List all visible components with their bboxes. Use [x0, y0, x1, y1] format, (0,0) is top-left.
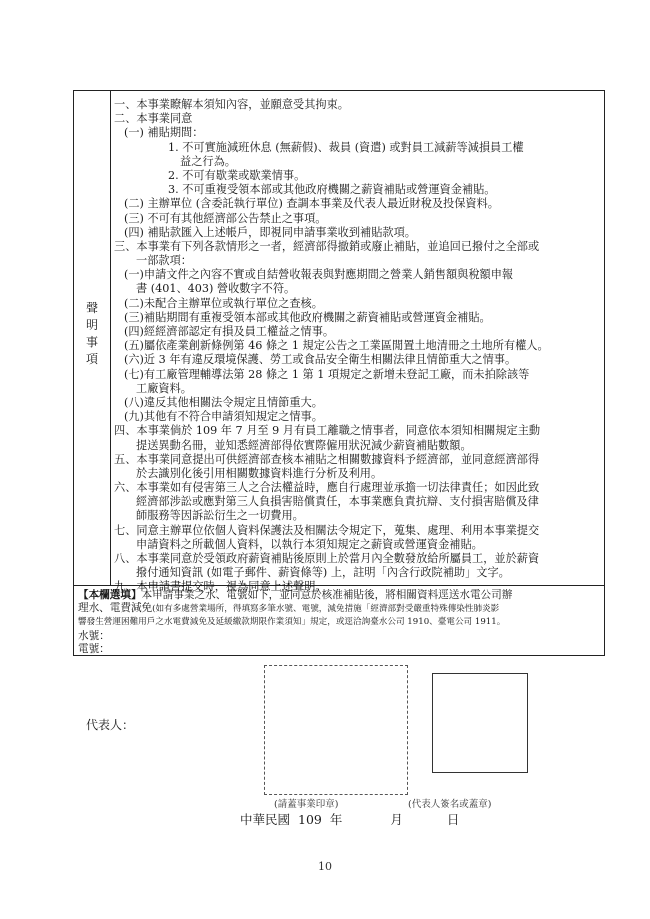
declaration-line: (五)屬依產業創新條例第 46 條之 1 規定公告之工業區閒置土地清冊之土地所有權人。: [124, 339, 549, 353]
declaration-line: 四、本事業倘於 109 年 7 月至 9 月有員工離職之情事者，同意依本須知相關規定主動: [114, 424, 541, 438]
company-seal-box: [264, 665, 408, 795]
declaration-line: 提送異動名冊，並知悉經濟部得依實際僱用狀況減少薪資補貼數額。: [136, 438, 472, 452]
water-label: 水號：: [78, 629, 110, 642]
note-line1-text: 本申請事業之水、電號如下，並同意於核准補貼後，將相關資料逕送水電公司辦: [141, 589, 513, 601]
declaration-line: 申請資料之所載個人資料，以執行本須知規定之薪資或營運資金補貼。: [136, 537, 483, 551]
declaration-line: 工廠資料。: [136, 381, 192, 395]
date-year: 109: [298, 812, 322, 827]
declaration-line: (一) 補貼期間：: [124, 126, 204, 140]
date-day-unit: 日: [446, 812, 460, 827]
company-seal-caption: (請蓋事業印章): [274, 799, 339, 810]
declaration-line: 七、同意主辦單位依個人資料保護法及相關法令規定下，蒐集、處理、利用本事業提交: [114, 523, 540, 537]
declaration-line: 九、本申請書提交時，視為同意上述聲明。: [114, 580, 327, 594]
declaration-line: (四) 補貼款匯入上述帳戶，即視同申請事業收到補貼款項。: [124, 225, 416, 239]
declaration-line: 二、本事業同意: [114, 112, 193, 126]
declaration-line: 益之行為。: [180, 154, 236, 168]
declaration-line: 2. 不可有歇業或歇業情事。: [168, 168, 306, 182]
date-month-unit: 月: [390, 812, 403, 827]
declaration-line: 書 (401、403) 營收數字不符。: [136, 282, 296, 296]
declaration-line: 一部款項：: [136, 254, 192, 268]
declaration-line: 一、本事業瞭解本須知內容，並願意受其拘束。: [114, 98, 349, 111]
optional-utility-box: [73, 586, 605, 656]
note-line2-small: (如有多處營業場所，得填寫多筆水號、電號，減免措施「經濟部對受嚴重特殊傳染性肺炎影: [152, 604, 500, 615]
declaration-line: 六、本事業如有侵害第三人之合法權益時，應自行處理並承擔一切法律責任；如因此致: [114, 481, 540, 495]
note-line-1: [78, 589, 600, 602]
note-line2-main: 理水、電費減免: [78, 602, 153, 615]
date-era: 中華民國: [240, 812, 291, 827]
electric-number-field[interactable]: [78, 643, 600, 656]
note-title: 【本欄選填】: [78, 589, 142, 601]
declaration-line: (九)其他有不符合申請須知規定之情事。: [124, 410, 323, 424]
representative-seal-caption: (代表人簽名或蓋章): [408, 799, 492, 810]
electric-label: 電號：: [78, 642, 110, 655]
declaration-line: (七)有工廠管理輔導法第 28 條之 1 第 1 項規定之新增未登記工廠，而未拍除該等: [124, 367, 530, 381]
declaration-line: 3. 不可重複受領本部或其他政府機關之薪資補貼或營運資金補貼。: [168, 183, 496, 197]
note-line-2: [78, 602, 600, 616]
representative-seal-box: [432, 673, 528, 773]
declaration-line: 1. 不可實施減班休息 (無薪假)、裁員 (資遣) 或對員工減薪等減損員工權: [168, 140, 524, 154]
declaration-line: (三) 不可有其他經濟部公告禁止之事項。: [124, 211, 327, 225]
declaration-line: 撥付通知資訊 (如電子郵件、薪資條等) 上，註明「內含行政院補助」文字。: [136, 566, 510, 580]
water-number-field[interactable]: [78, 630, 600, 643]
declaration-line: 八、本事業同意於受領政府薪資補貼後原則上於當月內全數發放給所屬員工，並於薪資: [114, 552, 540, 565]
page-number: 10: [318, 860, 332, 873]
representative-label: 代表人：: [86, 718, 135, 732]
declaration-line: (二)未配合主辦單位或執行單位之查核。: [124, 296, 323, 310]
declaration-line: (二) 主辦單位 (含委託執行單位) 查調本事業及代表人最近財稅及投保資料。: [124, 197, 499, 211]
declaration-list: [114, 98, 602, 595]
date-line: [240, 810, 459, 828]
date-year-unit: 年: [329, 812, 343, 827]
declaration-line: 經濟部涉訟或應對第三人負損害賠償責任，本事業應負責抗辯、支付損害賠償及律: [136, 495, 539, 509]
declaration-line: (六)近 3 年有違反環境保護、勞工或食品安全衛生相關法律且情節重大之情事。: [124, 353, 517, 367]
declaration-line: (一)申請文件之內容不實或自結營收報表與對應期間之營業人銷售額與稅額申報: [124, 268, 514, 282]
declaration-line: 師服務等因訴訟衍生之一切費用。: [136, 509, 304, 523]
declaration-line: 三、本事業有下列各款情形之一者，經濟部得撤銷或廢止補貼，並追回已撥付之全部或: [114, 239, 540, 253]
declaration-line: (四)經經濟部認定有損及員工權益之情事。: [124, 325, 335, 338]
declaration-line: (三)補貼期間有重複受領本部或其他政府機關之薪資補貼或營運資金補貼。: [124, 310, 491, 324]
declaration-line: 於去識別化後引用相關數據資料進行分析及利用。: [136, 466, 383, 480]
note-line-3: 響發生營運困難用戶之水電費減免及延緩繳款期限作業須知」規定，或逕洽詢臺水公司 1910、臺電公司 1911。: [78, 617, 506, 628]
declaration-line: (八)違反其他相關法令規定且情節重大。: [124, 395, 323, 409]
side-label: 聲明事項: [85, 301, 98, 366]
declaration-line: 五、本事業同意提出可供經濟部查核本補貼之相關數據資料予經濟部，並同意經濟部得: [114, 452, 540, 466]
